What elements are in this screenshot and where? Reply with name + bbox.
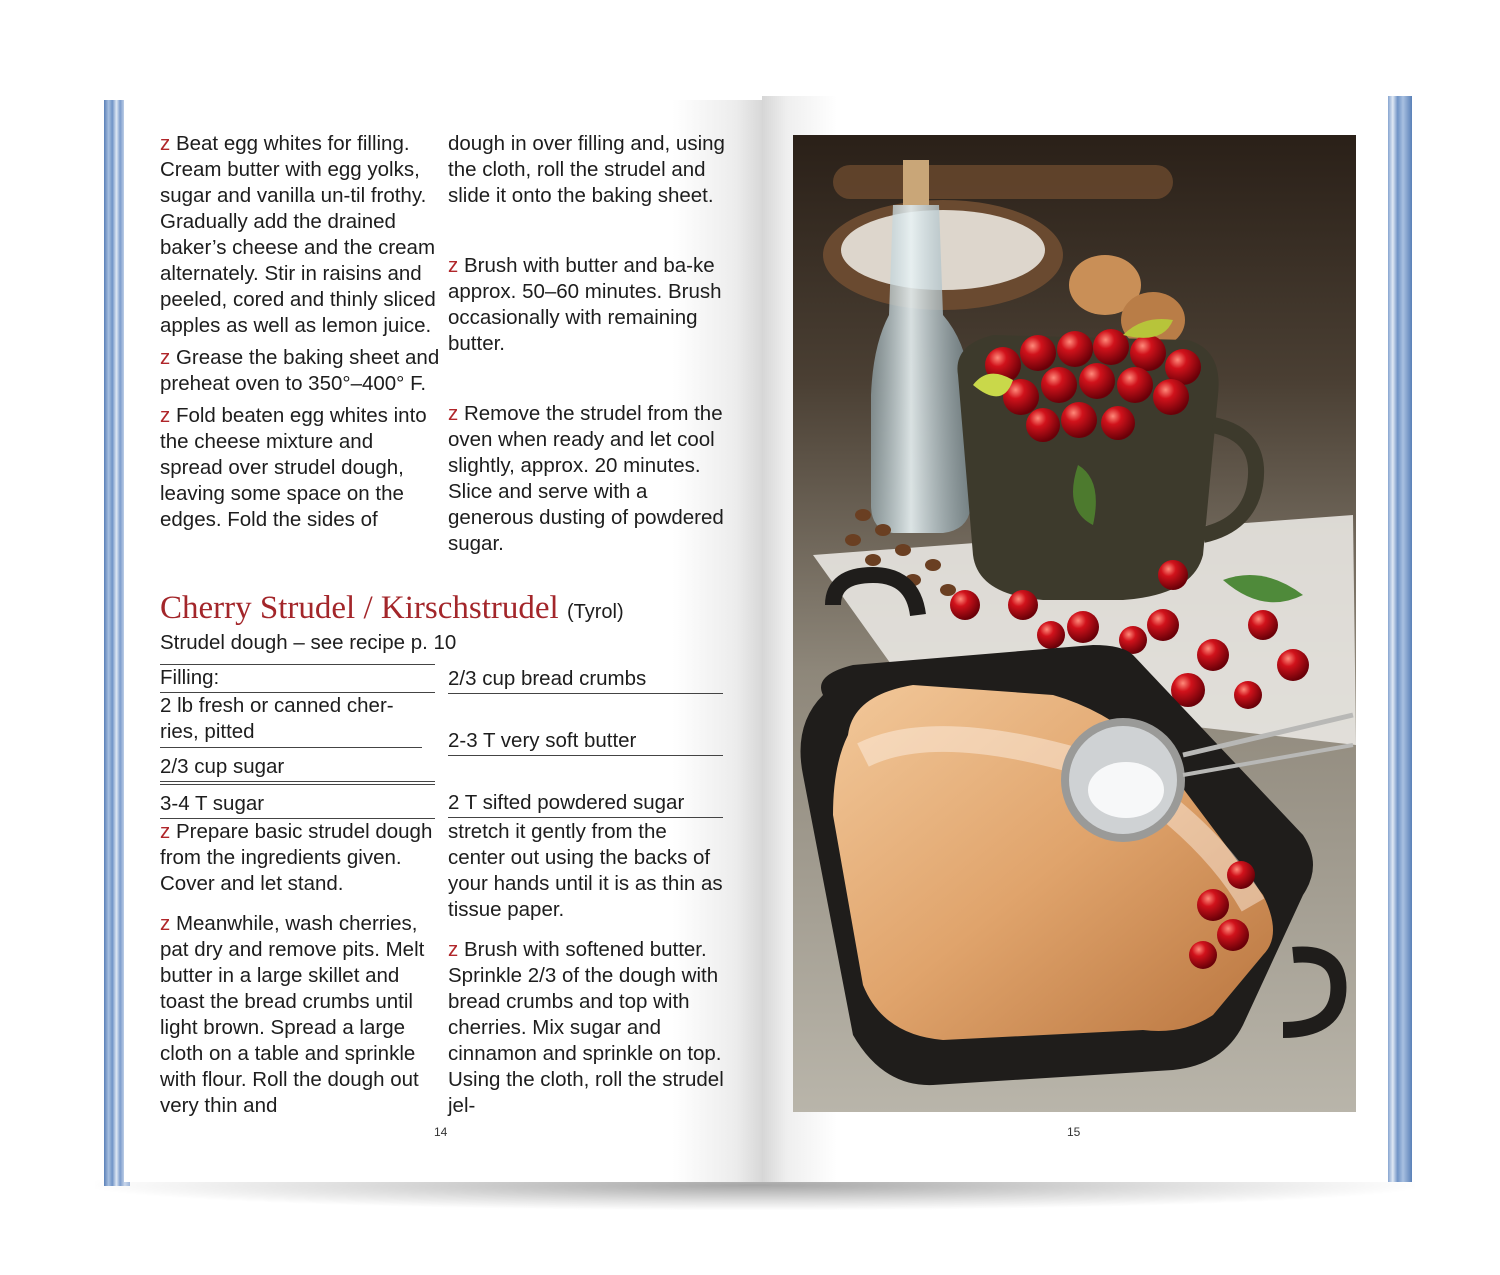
ingredient-item: 2/3 cup sugar bbox=[160, 754, 435, 785]
text-column-2-top bbox=[448, 131, 728, 557]
step-marker: z bbox=[448, 938, 459, 961]
step-marker: z bbox=[160, 820, 171, 843]
instruction-text: Remove the strudel from the oven when ready and let cool slightly, approx. 20 minutes. Slice and serve with a generous dusting of powdered sugar. bbox=[448, 402, 724, 555]
instruction-text: Brush with softened butter. Sprinkle 2/3 of the dough with bread crumbs and top with cherries. Mix sugar and cinnamon and sprinkle on top. Using the cloth, roll the strudel jel- bbox=[448, 938, 724, 1117]
instruction-paragraph bbox=[160, 403, 440, 533]
recipe-title bbox=[160, 588, 740, 632]
instruction-paragraph bbox=[448, 937, 728, 1119]
instruction-text: Grease the baking sheet and preheat oven to 350°–400° F. bbox=[160, 346, 440, 395]
step-marker: z bbox=[160, 346, 171, 369]
ingredient-item: 2/3 cup bread crumbs bbox=[448, 666, 723, 694]
step-marker: z bbox=[160, 912, 171, 935]
recipe-title-text: Cherry Strudel / Kirschstrudel bbox=[160, 590, 559, 626]
recipe-region: (Tyrol) bbox=[566, 601, 624, 623]
recipe-subtitle: Strudel dough – see recipe p. 10 bbox=[160, 631, 457, 654]
page-number-left: 14 bbox=[434, 1125, 448, 1139]
instruction-text: Meanwhile, wash cherries, pat dry and remove pits. Melt butter in a large skillet and toast the bread crumbs until light brown. Spread a large cloth on a table and sprinkle with flour. Roll the dough out very thin and bbox=[160, 912, 425, 1117]
instruction-text: Beat egg whites for filling. Cream butter with egg yolks, sugar and vanilla un-til frothy. Gradually add the drained baker’s cheese and the cream alternately. Stir in raisins and peeled, cored and thinly sliced apples as well as lemon juice. bbox=[160, 132, 436, 337]
ingredient-item: 3-4 T sugar bbox=[160, 791, 435, 819]
instruction-text: dough in over filling and, using the cloth, roll the strudel and slide it onto the baking sheet. bbox=[448, 132, 725, 207]
instruction-paragraph bbox=[160, 345, 440, 397]
instruction-paragraph bbox=[160, 819, 440, 897]
text-column-2-bottom bbox=[448, 819, 728, 1119]
instruction-paragraph bbox=[448, 401, 728, 557]
instruction-paragraph bbox=[448, 131, 728, 209]
instruction-text: Fold beaten egg whites into the cheese mixture and spread over strudel dough, leaving some space on the edges. Fold the sides of bbox=[160, 404, 427, 531]
ingredient-item: 2-3 T very soft butter bbox=[448, 728, 723, 756]
instruction-paragraph bbox=[160, 131, 440, 339]
step-marker: z bbox=[448, 402, 459, 425]
text-column-1-bottom bbox=[160, 819, 440, 1119]
step-marker: z bbox=[448, 254, 459, 277]
instruction-paragraph bbox=[448, 819, 728, 923]
ingredient-item: 2 T sifted powdered sugar bbox=[448, 790, 723, 818]
instruction-text: Brush with butter and ba-ke approx. 50–60 minutes. Brush occasionally with remaining butter. bbox=[448, 254, 722, 355]
ingredients-right bbox=[448, 666, 723, 818]
instruction-paragraph bbox=[448, 253, 728, 357]
instruction-text: stretch it gently from the center out using the backs of your hands until it is as thin as tissue paper. bbox=[448, 820, 723, 921]
instruction-text: Prepare basic strudel dough from the ingredients given. Cover and let stand. bbox=[160, 820, 433, 895]
step-marker: z bbox=[160, 404, 171, 427]
page-number-right: 15 bbox=[1067, 1125, 1081, 1139]
ingredients-left bbox=[160, 664, 435, 819]
cherry-strudel-photo bbox=[793, 135, 1356, 1112]
ingredient-item: 2 lb fresh or canned cher-ries, pitted bbox=[160, 693, 422, 748]
instruction-paragraph bbox=[160, 911, 440, 1119]
filling-label: Filling: bbox=[160, 664, 435, 693]
text-column-1-top bbox=[160, 131, 440, 533]
step-marker: z bbox=[160, 132, 171, 155]
